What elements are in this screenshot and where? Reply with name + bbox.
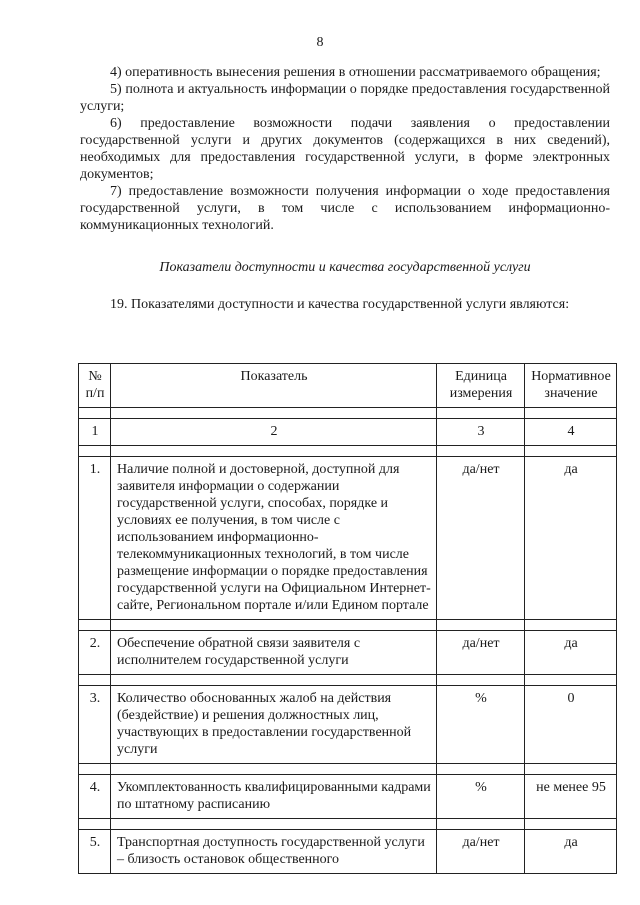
header-number: № п/п (79, 364, 111, 408)
intro-paragraph: 19. Показателями доступности и качества государственной услуги являются: (110, 297, 570, 312)
row-value: 0 (525, 686, 617, 764)
row-unit: % (437, 686, 525, 764)
table-header-row (79, 364, 617, 408)
column-number: 4 (525, 419, 617, 446)
header-value: Нормативное значение (525, 364, 617, 408)
row-indicator: Количество обоснованных жалоб на действия (бездействие) и решения должностных лиц, участвующих в предоставлении государственной услуги (111, 686, 437, 764)
row-unit: да/нет (437, 830, 525, 874)
table-gap (79, 408, 617, 419)
header-indicator: Показатель (111, 364, 437, 408)
document-body (80, 64, 610, 313)
table-row (79, 457, 617, 620)
row-number: 3. (79, 686, 111, 764)
table-gap (79, 819, 617, 830)
row-indicator: Укомплектованность квалифицированными кадрами по штатному расписанию (111, 775, 437, 819)
page-number: 8 (316, 35, 324, 50)
row-indicator: Транспортная доступность государственной услуги – близость остановок общественного (111, 830, 437, 874)
column-number: 3 (437, 419, 525, 446)
row-value: да (525, 457, 617, 620)
paragraph-6: 6) предоставление возможности подачи заявления о предоставлении государственной услуги и других документов (содержащихся в них сведений), необходимых для предоставления государственной услуги, в форме электронных документов; (80, 116, 610, 182)
table-row (79, 631, 617, 675)
row-indicator: Обеспечение обратной связи заявителя с исполнителем государственной услуги (111, 631, 437, 675)
row-number: 2. (79, 631, 111, 675)
paragraph-5: 5) полнота и актуальность информации о порядке предоставления государственной услуги; (80, 82, 610, 114)
paragraph-7: 7) предоставление возможности получения информации о ходе предоставления государственной услуги, в том числе с использованием информационно-коммуникационных технологий. (80, 184, 610, 233)
row-number: 4. (79, 775, 111, 819)
row-value: не менее 95 (525, 775, 617, 819)
table-gap (79, 620, 617, 631)
row-number: 1. (79, 457, 111, 620)
paragraph-4: 4) оперативность вынесения решения в отношении рассматриваемого обращения; (110, 65, 601, 80)
row-number: 5. (79, 830, 111, 874)
section-heading: Показатели доступности и качества государственной услуги (159, 260, 531, 275)
header-unit: Единица измерения (437, 364, 525, 408)
row-unit: % (437, 775, 525, 819)
table-row (79, 775, 617, 819)
table-gap (79, 675, 617, 686)
row-indicator: Наличие полной и достоверной, доступной для заявителя информации о содержании государственной услуги, способах, порядке и условиях ее получения, в том числе с использованием информационно-телекоммуникационных технологий, в том числе размещение информации о порядке предоставления государственной услуги на Официальном Интернет-сайте, Региональном портале и/или Едином портале (111, 457, 437, 620)
column-number: 1 (79, 419, 111, 446)
row-unit: да/нет (437, 457, 525, 620)
table-gap (79, 446, 617, 457)
row-unit: да/нет (437, 631, 525, 675)
indicators-table (78, 363, 617, 874)
row-value: да (525, 830, 617, 874)
column-number-row (79, 419, 617, 446)
column-number: 2 (111, 419, 437, 446)
table-row (79, 686, 617, 764)
row-value: да (525, 631, 617, 675)
table-row (79, 830, 617, 874)
table-gap (79, 764, 617, 775)
